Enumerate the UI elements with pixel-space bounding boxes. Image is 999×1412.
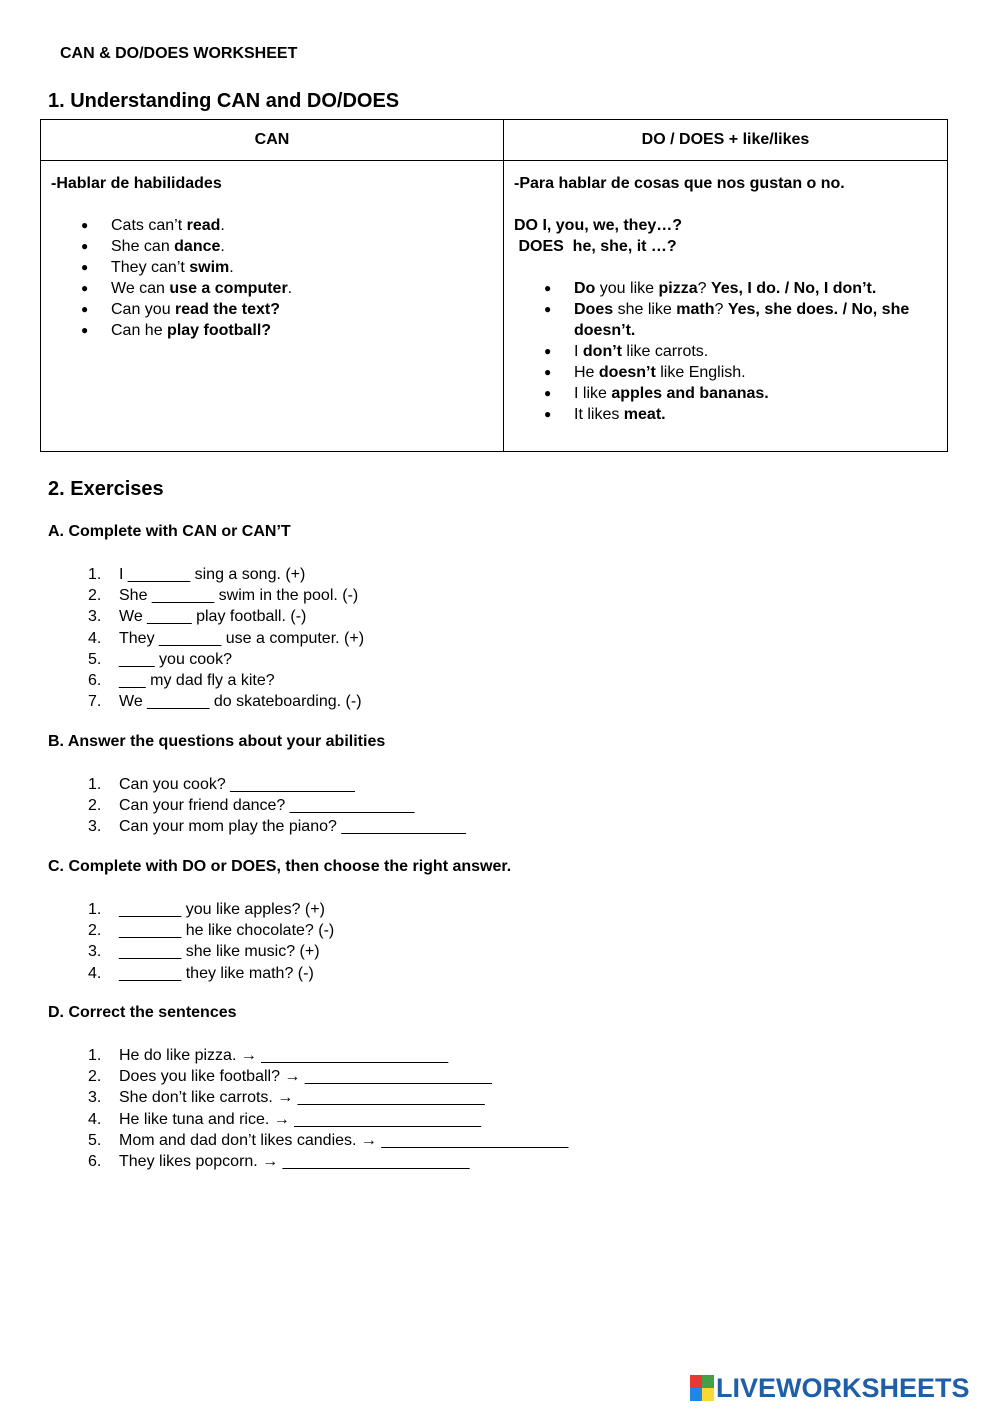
exercise-a-title: A. Complete with CAN or CAN’T <box>48 523 291 540</box>
exercise-item: 4. He like tuna and rice. → _____________________ <box>88 1110 482 1128</box>
exercise-item: 6. ___ my dad fly a kite? <box>88 672 275 690</box>
exercise-item: 3. _______ she like music? (+) <box>88 943 320 961</box>
exercise-b-list <box>88 774 466 838</box>
exercise-item: 1. Can you cook? ______________ <box>88 776 355 793</box>
exercise-item: 1. I _______ sing a song. (+) <box>88 566 306 583</box>
do-example-item: ● Does she like math? Yes, she does. / No, she doesn’t. <box>514 299 937 341</box>
can-example-item: ● She can dance. <box>51 236 493 257</box>
grammar-table <box>40 119 948 452</box>
logo-text: LIVEWORKSHEETS <box>716 1372 970 1403</box>
liveworksheets-logo <box>690 1372 970 1404</box>
col-header-do-does: DO / DOES + like/likes <box>504 120 948 161</box>
worksheet-title: CAN & DO/DOES WORKSHEET <box>60 45 298 62</box>
can-example-item: ● Can he play football? <box>51 320 493 341</box>
do-does-cell <box>504 161 948 452</box>
do-example-item: ● It likes meat. <box>514 404 937 425</box>
exercise-b-title: B. Answer the questions about your abilities <box>48 733 386 750</box>
do-example-item: ● I like apples and bananas. <box>514 383 937 404</box>
exercise-item: 7. We _______ do skateboarding. (-) <box>88 693 362 711</box>
col-header-can: CAN <box>41 120 504 161</box>
exercise-item: 2. _______ he like chocolate? (-) <box>88 922 335 940</box>
section-2-title: 2. Exercises <box>48 478 164 500</box>
can-examples-list <box>51 215 493 341</box>
exercise-item: 4. They _______ use a computer. (+) <box>88 629 365 647</box>
do-example-item: ● I don’t like carrots. <box>514 341 937 362</box>
does-rule-line: DOES he, she, it …? <box>514 238 677 255</box>
can-example-item: ● We can use a computer. <box>51 278 493 299</box>
exercise-item: 6. They likes popcorn. → _____________________ <box>88 1153 470 1171</box>
exercise-item: 3. We _____ play football. (-) <box>88 608 307 626</box>
exercise-item: 2. She _______ swim in the pool. (-) <box>88 587 359 605</box>
exercise-item: 4. _______ they like math? (-) <box>88 964 314 982</box>
exercise-c-list <box>88 899 334 984</box>
can-example-item: ● They can’t swim. <box>51 257 493 278</box>
can-example-item: ● Can you read the text? <box>51 299 493 320</box>
exercise-item: 5. ____ you cook? <box>88 650 232 668</box>
exercise-c-title: C. Complete with DO or DOES, then choose the right answer. <box>48 858 512 875</box>
exercise-a-list <box>88 564 364 712</box>
exercise-item: 1. He do like pizza. → _____________________ <box>88 1047 449 1064</box>
exercise-item: 1. _______ you like apples? (+) <box>88 901 325 918</box>
exercise-item: 5. Mom and dad don’t likes candies. → _____________________ <box>88 1131 569 1149</box>
do-rule-line: DO I, you, we, they…? <box>514 217 683 234</box>
do-heading: -Para hablar de cosas que nos gustan o no. <box>514 175 845 192</box>
can-cell <box>41 161 504 452</box>
can-example-item: ● Cats can’t read. <box>51 215 493 236</box>
do-examples-list <box>514 278 937 425</box>
can-heading: -Hablar de habilidades <box>51 175 222 192</box>
exercise-d-list <box>88 1045 568 1172</box>
section-1-title: 1. Understanding CAN and DO/DOES <box>48 90 400 112</box>
exercise-item: 2. Can your friend dance? ______________ <box>88 797 415 815</box>
live-blocks-icon <box>690 1375 714 1401</box>
exercise-item: 3. She don’t like carrots. → _____________________ <box>88 1089 485 1107</box>
do-example-item: ● He doesn’t like English. <box>514 362 937 383</box>
exercise-d-title: D. Correct the sentences <box>48 1004 237 1021</box>
exercise-item: 2. Does you like football? → _____________________ <box>88 1068 492 1086</box>
do-example-item: ● Do you like pizza? Yes, I do. / No, I don’t. <box>514 278 937 299</box>
exercise-item: 3. Can your mom play the piano? ______________ <box>88 818 466 836</box>
